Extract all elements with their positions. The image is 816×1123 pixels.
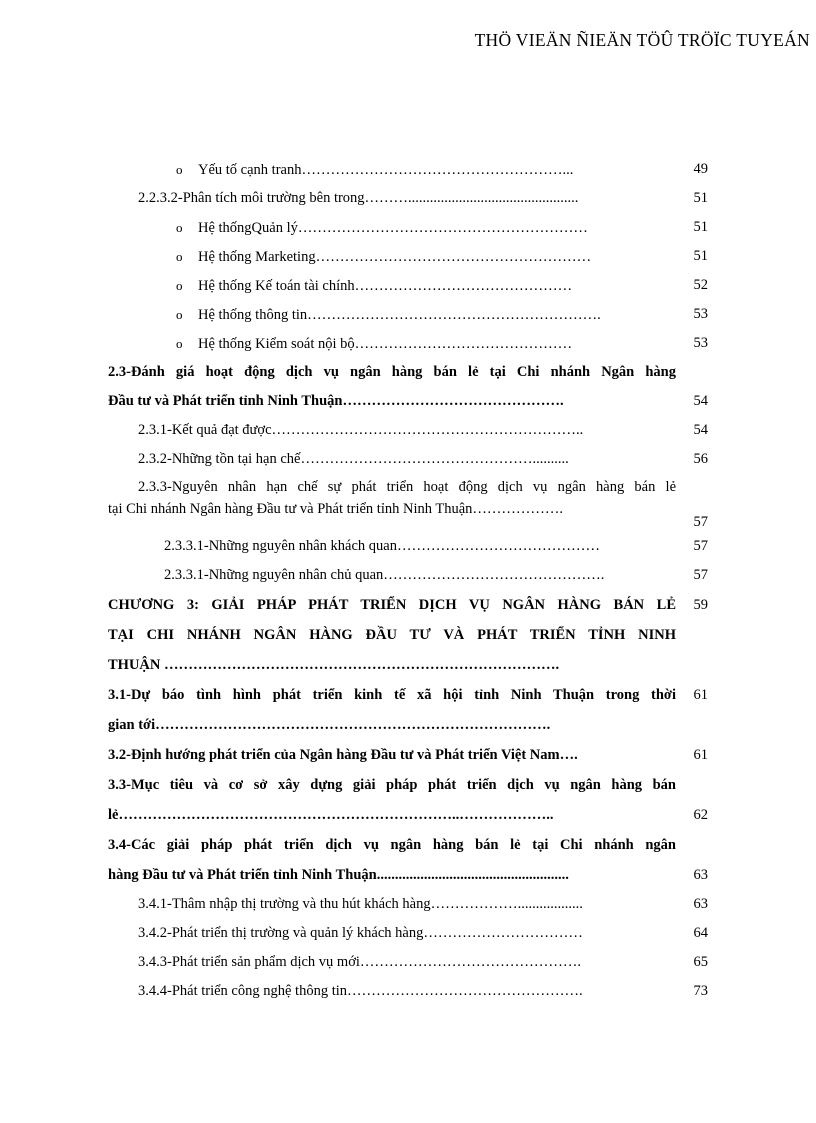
toc-entry-text: CHƯƠNG 3: GIẢI PHÁP PHÁT TRIỂN DỊCH VỤ NGÂN HÀNG BÁN LẺ [108,597,676,613]
toc-entry[interactable] [108,710,708,740]
toc-page-number: 62 [693,807,708,823]
toc-page-number: 54 [693,393,708,409]
bullet-icon: o [176,307,183,322]
toc-page-number: 64 [693,925,708,941]
bullet-icon: o [176,249,183,264]
toc-entry[interactable] [108,770,708,800]
toc-entry[interactable] [108,948,708,977]
toc-page-number: 56 [693,451,708,467]
toc-entry[interactable] [108,561,708,590]
toc-entry-text: gian tới………………………………………………………………………. [108,717,551,733]
bullet-icon: o [176,336,183,351]
toc-entry-text: 2.3.1-Kết quả đạt được……………………………………………………….. [138,422,584,438]
toc-entry[interactable] [108,977,708,1006]
toc-page-number: 52 [693,277,708,293]
toc-entry-text: 3.4.2-Phát triển thị trường và quản lý khách hàng…………………………… [138,925,583,941]
toc-entry[interactable] [108,445,708,474]
toc-entry[interactable] [108,242,708,271]
toc-page-number: 57 [693,538,708,554]
toc-entry[interactable] [108,532,708,561]
bullet-icon: o [176,278,183,293]
toc-entry-text: 3.4-Các giải pháp phát triển dịch vụ ngân hàng bán lẻ tại Chi nhánh ngân [108,837,676,853]
toc-page-number: 61 [693,747,708,763]
toc-entry[interactable] [108,590,708,620]
toc-entry-text: tại Chi nhánh Ngân hàng Đầu tư và Phát triển tỉnh Ninh Thuận………………. [108,501,564,517]
toc-page-number: 54 [693,422,708,438]
toc-entry[interactable] [108,650,708,680]
toc-page-number: 57 [693,514,708,530]
toc-page-number: 63 [693,896,708,912]
bullet-icon: o [176,162,183,177]
toc-entry-text: 2.2.3.2-Phân tích môi trường bên trong………............................................... [138,190,579,206]
toc-entry-text: 2.3.3.1-Những nguyên nhân chủ quan………………………………………. [164,567,605,583]
toc-entry[interactable] [108,680,708,710]
toc-entry[interactable] [108,358,708,387]
toc-entry-text: Hệ thốngQuản lý…………………………………………………… [198,220,588,236]
toc-entry[interactable] [108,184,708,213]
toc-page-number: 51 [693,248,708,264]
toc-entry-text: 2.3-Đánh giá hoạt động dịch vụ ngân hàng bán lẻ tại Chi nhánh Ngân hàng [108,364,676,380]
toc-page-number: 73 [693,983,708,999]
toc-entry[interactable] [108,213,708,242]
toc-entry-text: 3.4.4-Phát triển công nghệ thông tin…………………………………………. [138,983,583,999]
toc-page-number: 51 [693,190,708,206]
toc-entry-text: 3.4.1-Thâm nhập thị trường và thu hút khách hàng……………….................. [138,896,583,912]
toc-entry-text: THUẬN ………………………………………………………………………. [108,657,560,673]
toc-entry[interactable] [108,740,708,770]
toc-page-number: 63 [693,867,708,883]
toc-entry[interactable] [108,329,708,358]
toc-entry[interactable] [108,890,708,919]
toc-entry-text: Đầu tư và Phát triển tỉnh Ninh Thuận………………………………………. [108,393,564,409]
toc-entry-text: Hệ thống thông tin……………………………………………………. [198,307,601,323]
toc-entry[interactable] [108,300,708,329]
toc-page-number: 65 [693,954,708,970]
toc-entry[interactable] [108,800,708,830]
toc-page-number: 53 [693,306,708,322]
toc-entry-text: Hệ thống Marketing………………………………………………… [198,249,592,265]
toc-entry[interactable] [108,498,708,532]
toc-entry[interactable] [108,155,708,184]
toc-page-number: 53 [693,335,708,351]
toc-entry[interactable] [108,271,708,300]
bullet-icon: o [176,220,183,235]
toc-entry-text: lẻ……………………………………………………………..……………….. [108,807,554,823]
toc-entry-text: Hệ thống Kiểm soát nội bộ……………………………………… [198,336,573,352]
toc-entry-text: Hệ thống Kế toán tài chính……………………………………… [198,278,573,294]
toc-entry-text: 2.3.3-Nguyên nhân hạn chế sự phát triển hoạt động dịch vụ ngân hàng bán lẻ [138,479,676,495]
header-title: THÖ VIEÄN ÑIEÄN TÖÛ TRÖÏC TUYEÁN [474,30,810,50]
toc-page-number: 51 [693,219,708,235]
toc-entry[interactable] [108,830,708,860]
toc-page-number: 59 [693,597,708,613]
toc-entry[interactable] [108,387,708,416]
table-of-contents [108,155,708,1006]
toc-page-number: 57 [693,567,708,583]
toc-entry-text: 2.3.2-Những tồn tại hạn chế………………………………………….......... [138,451,569,467]
toc-entry-text: 3.2-Định hướng phát triển của Ngân hàng Đầu tư và Phát triển Việt Nam…. [108,747,578,763]
toc-entry[interactable] [108,416,708,445]
toc-entry-text: 3.4.3-Phát triển sản phẩm dịch vụ mới………………………………………. [138,954,582,970]
toc-entry[interactable] [108,620,708,650]
toc-entry[interactable] [108,476,708,498]
toc-page-number: 49 [693,161,708,177]
toc-entry[interactable] [108,919,708,948]
toc-entry[interactable] [108,860,708,890]
toc-entry-text: 3.3-Mục tiêu và cơ sở xây dựng giải pháp phát triển dịch vụ ngân hàng bán [108,777,676,793]
toc-entry-text: 2.3.3.1-Những nguyên nhân khách quan…………………………………… [164,538,600,554]
toc-entry-text: 3.1-Dự báo tình hình phát triển kinh tế xã hội tỉnh Ninh Thuận trong thời [108,687,676,703]
toc-page-number: 61 [693,687,708,703]
toc-entry-text: TẠI CHI NHÁNH NGÂN HÀNG ĐẦU TƯ VÀ PHÁT TRIỂN TỈNH NINH [108,627,676,643]
toc-entry-text: hàng Đầu tư và Phát triển tỉnh Ninh Thuận..................................................... [108,867,569,883]
toc-entry-text: Yếu tố cạnh tranh………………………………………………... [198,162,574,178]
